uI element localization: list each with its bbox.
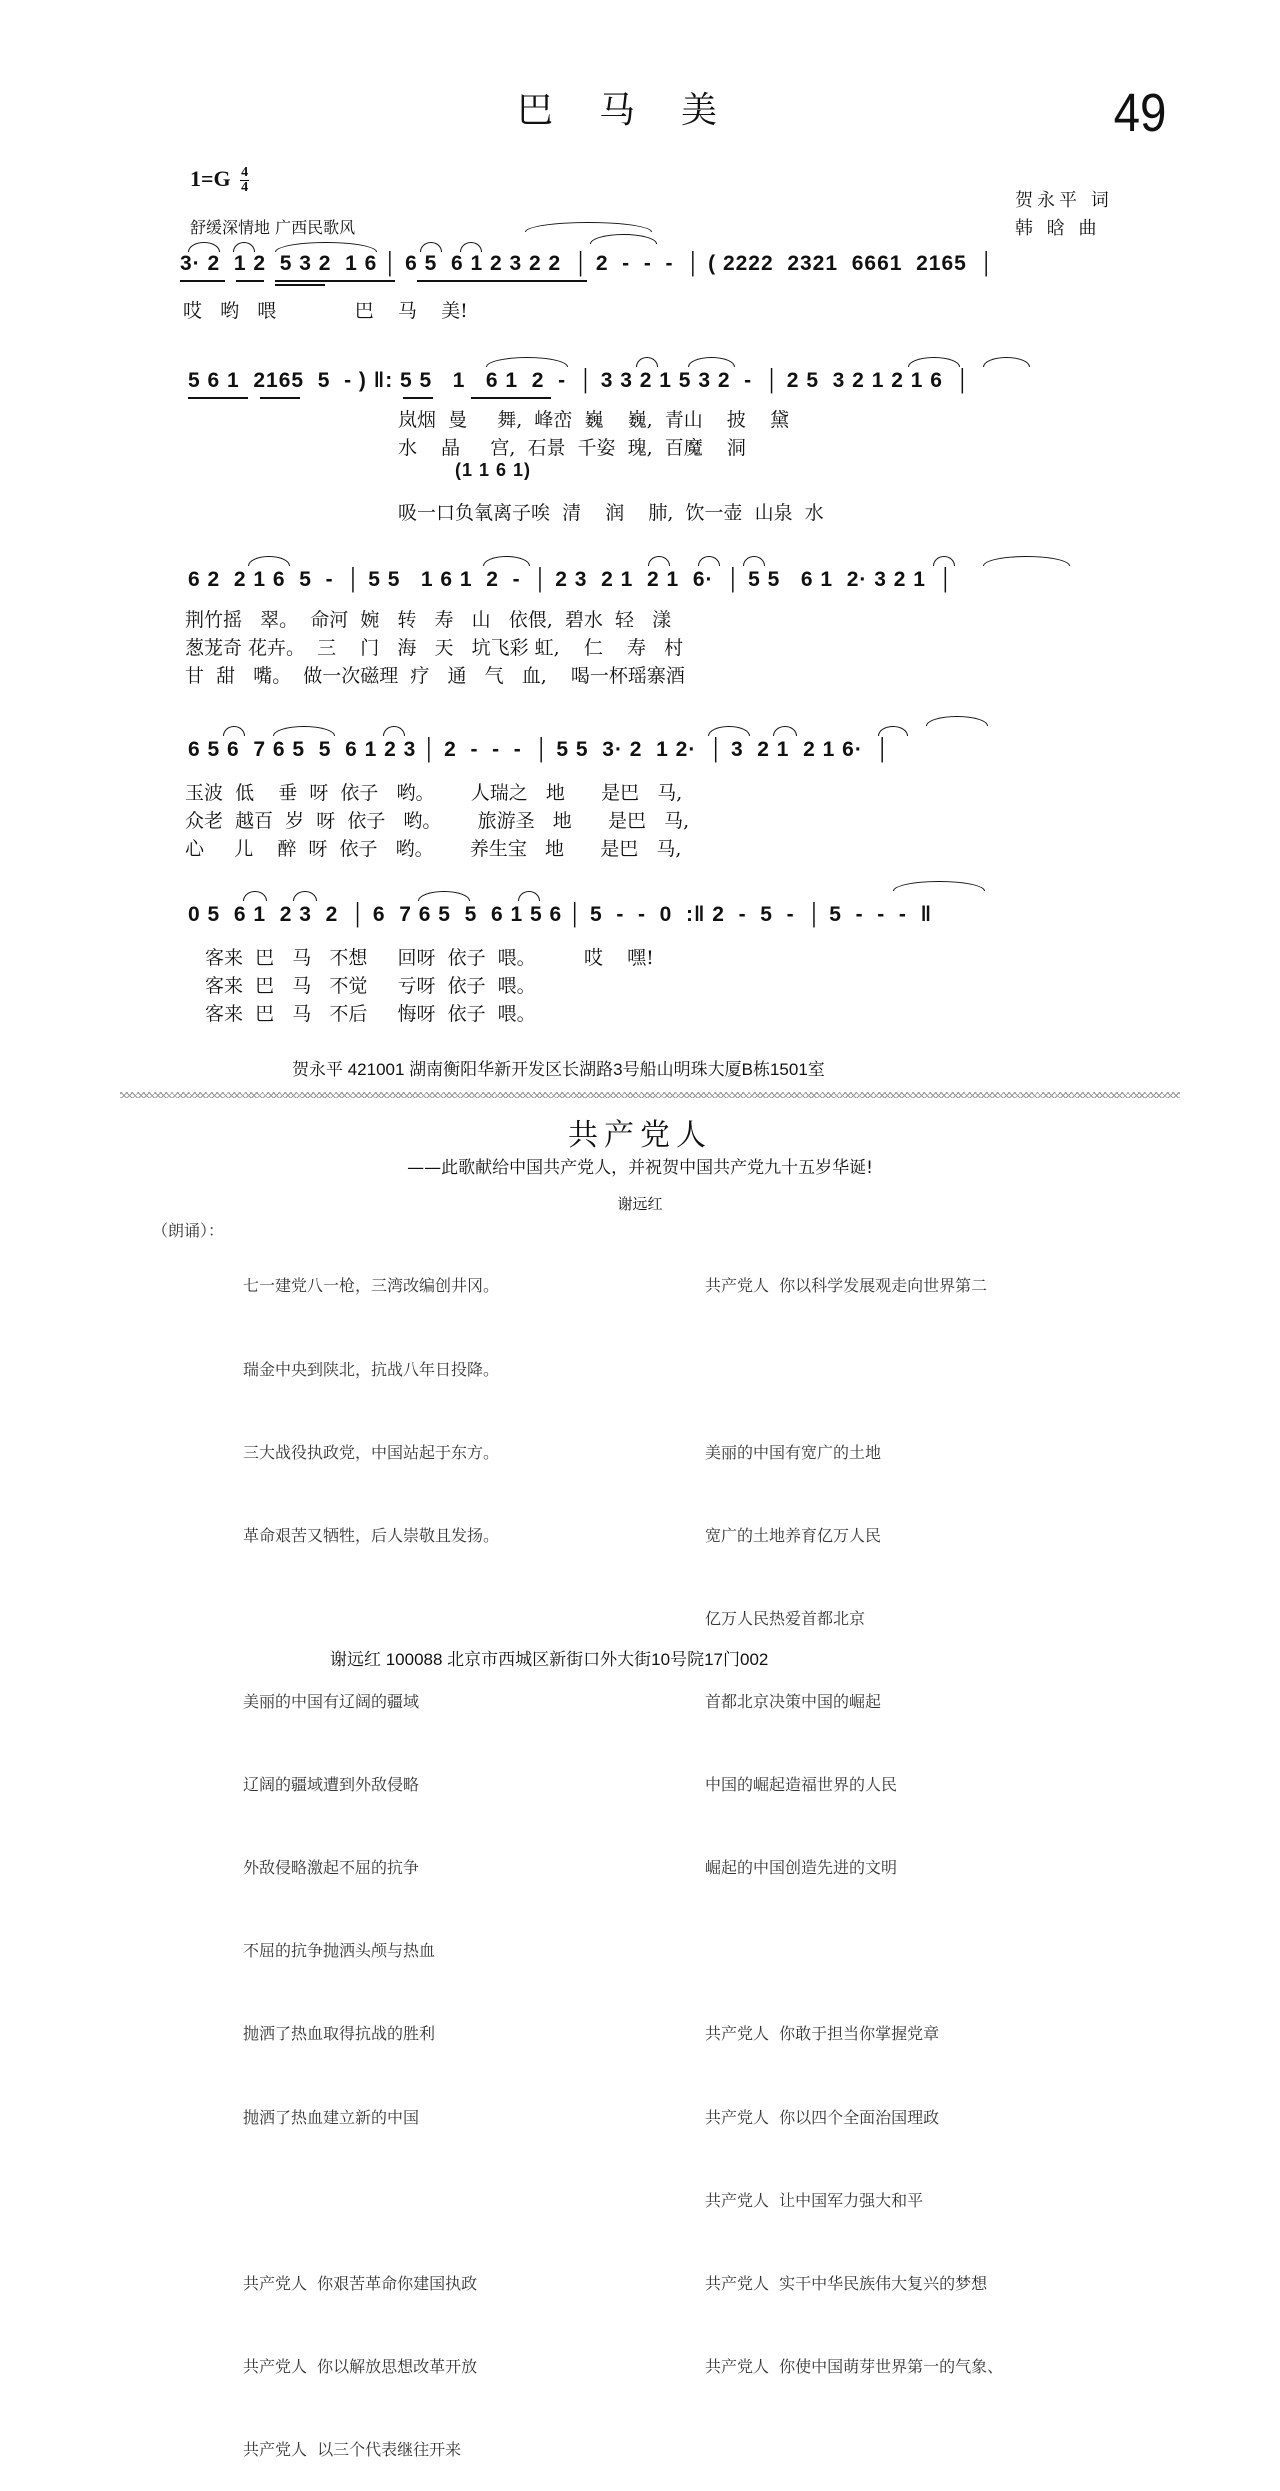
lyric-line: 哎 哟 喂 巴 马 美! (183, 300, 468, 322)
poem-line: 共产党人 让中国军力强大和平 (705, 2190, 924, 2210)
lyric-line: 吸一口负氧离子唉 清 润 肺, 饮一壶 山泉 水 (398, 502, 824, 524)
time-signature-bottom: 4 (241, 180, 249, 196)
poem-line: 亿万人民热爱首都北京 (705, 1608, 866, 1628)
poem-line: 崛起的中国创造先进的文明 (705, 1858, 898, 1878)
poem-line (243, 2187, 499, 2215)
song2-title: 共产党人 (568, 1118, 712, 1153)
poem-line: 三大战役执政党，中国站起于东方。 (243, 1442, 500, 1462)
lyric-line: 甘 甜 嘴。 做一次磁理 疗 通 气 血, 喝一杯瑶寨酒 (185, 665, 685, 687)
song2-author: 谢远红 (617, 1195, 663, 1213)
poem-line (243, 1605, 499, 1633)
poem-line: 中国的崛起造福世界的人民 (705, 1775, 898, 1795)
poem-line: 共产党人 以三个代表继往开来 (243, 2439, 462, 2459)
poem-line: 美丽的中国有辽阔的疆域 (243, 1691, 420, 1711)
lyric-line: 荆竹摇 翠。 命河 婉 转 寿 山 依偎, 碧水 轻 漾 (185, 609, 672, 631)
song-title: 巴马美 (516, 90, 763, 131)
page-number: 49 (1113, 83, 1167, 143)
author-address: 谢远红 100088 北京市西城区新街口外大街10号院17门002 (330, 1650, 769, 1669)
poem-line: 抛洒了热血取得抗战的胜利 (243, 2024, 436, 2044)
poem-line: 共产党人 你使中国萌芽世界第一的气象、 (705, 2356, 1004, 2376)
lyric-line: 客来 巴 马 不觉 亏呀 依子 喂。 (205, 975, 536, 997)
lyric-line: 岚烟 曼 舞, 峰峦 巍 巍, 青山 披 黛 (398, 409, 790, 431)
poem-line: 不屈的抗争抛洒头颅与热血 (243, 1941, 436, 1961)
key-label: 1=G (190, 166, 231, 191)
poem-line: 共产党人 你以科学发展观走向世界第二 (705, 1276, 988, 1296)
key-signature (190, 166, 249, 195)
poem-line: 宽广的土地养育亿万人民 (705, 1525, 882, 1545)
tempo-marking: 舒缓深情地 广西民歌风 (190, 218, 356, 237)
poem-line: 首都北京决策中国的崛起 (705, 1691, 882, 1711)
notation-line: 0 5 6 1 2 3 2 │ 6 7 6 5 5 6 1 5 6 │ 5 - - 0 :‖ 2 - 5 - │ 5 - - - ‖ (188, 903, 933, 926)
ornament-notes: (1 1 6 1) (455, 460, 532, 480)
poem-line (705, 1356, 1003, 1384)
time-signature (240, 166, 249, 195)
lyric-line: 心 儿 醉 呀 依子 哟。 养生宝 地 是巴 马, (185, 838, 682, 860)
poem-line: 外敌侵略激起不屈的抗争 (243, 1858, 420, 1878)
lyric-line: 客来 巴 马 不想 回呀 依子 喂。 哎 嘿! (205, 947, 654, 969)
poem-line: 共产党人 你以解放思想改革开放 (243, 2356, 478, 2376)
poem-line: 七一建党八一枪，三湾改编创井冈。 (243, 1276, 500, 1296)
poem-line: 辽阔的疆域遭到外敌侵略 (243, 1775, 420, 1795)
poem-line: 革命艰苦又牺牲，后人崇敬且发扬。 (243, 1525, 500, 1545)
time-signature-top: 4 (241, 165, 249, 181)
poem-line: 共产党人 你艰苦革命你建国执政 (243, 2273, 478, 2293)
lyric-line: 众老 越百 岁 呀 依子 哟。 旅游圣 地 是巴 马, (185, 810, 690, 832)
poem-line: 瑞金中央到陕北，抗战八年日投降。 (243, 1359, 500, 1379)
section-divider (120, 1092, 1180, 1098)
poem-line (705, 1937, 1003, 1965)
poem-line: 美丽的中国有宽广的土地 (705, 1442, 882, 1462)
poem-right-column (705, 1217, 1003, 2408)
notation-line: 3· 2 1 2 5 3 2 1 6 │ 6 5 6 1 2 3 2 2 │ 2 - - - │ ( 2222 2321 6661 2165 │ (180, 252, 995, 275)
lyric-line: 水 晶 宫, 石景 千姿 瑰, 百魔 洞 (398, 437, 746, 459)
lyric-line: 葱茏奇 花卉。 三 门 海 天 坑飞彩 虹, 仁 寿 村 (185, 637, 684, 659)
lyric-line: 客来 巴 马 不后 悔呀 依子 喂。 (205, 1003, 536, 1025)
song2-subtitle: ——此歌献给中国共产党人，并祝贺中国共产党九十五岁华诞! (407, 1158, 873, 1178)
lyric-line: 玉波 低 垂 呀 依子 哟。 人瑞之 地 是巴 马, (185, 782, 683, 804)
poem-left-column (243, 1217, 499, 2491)
notation-line: 6 5 6 7 6 5 5 6 1 2 3 │ 2 - - - │ 5 5 3· 2 1 2· │ 3 2 1 2 1 6· │ (188, 738, 891, 761)
poem-line: 共产党人 你以四个全面治国理政 (705, 2107, 940, 2127)
lyricist-address: 贺永平 421001 湖南衡阳华新开发区长湖路3号船山明珠大厦B栋1501室 (292, 1060, 825, 1079)
lyricist-credit: 贺永平 词 (1015, 190, 1113, 211)
notation-line: 5 6 1 2165 5 - ) ‖: 5 5 1 6 1 2 - │ 3 3 2 1 5 3 2 - │ 2 5 3 2 1 2 1 6 │ (188, 369, 971, 392)
poem-line: 共产党人 你敢于担当你掌握党章 (705, 2024, 940, 2044)
recitation-label: （朗诵）： (152, 1221, 225, 1240)
poem-line: 共产党人 实干中华民族伟大复兴的梦想 (705, 2273, 988, 2293)
poem-line: 抛洒了热血建立新的中国 (243, 2107, 420, 2127)
composer-credit: 韩 晗 曲 (1015, 218, 1101, 239)
notation-line: 6 2 2 1 6 5 - │ 5 5 1 6 1 2 - │ 2 3 2 1 2 1 6· │ 5 5 6 1 2· 3 2 1 │ (188, 568, 954, 591)
